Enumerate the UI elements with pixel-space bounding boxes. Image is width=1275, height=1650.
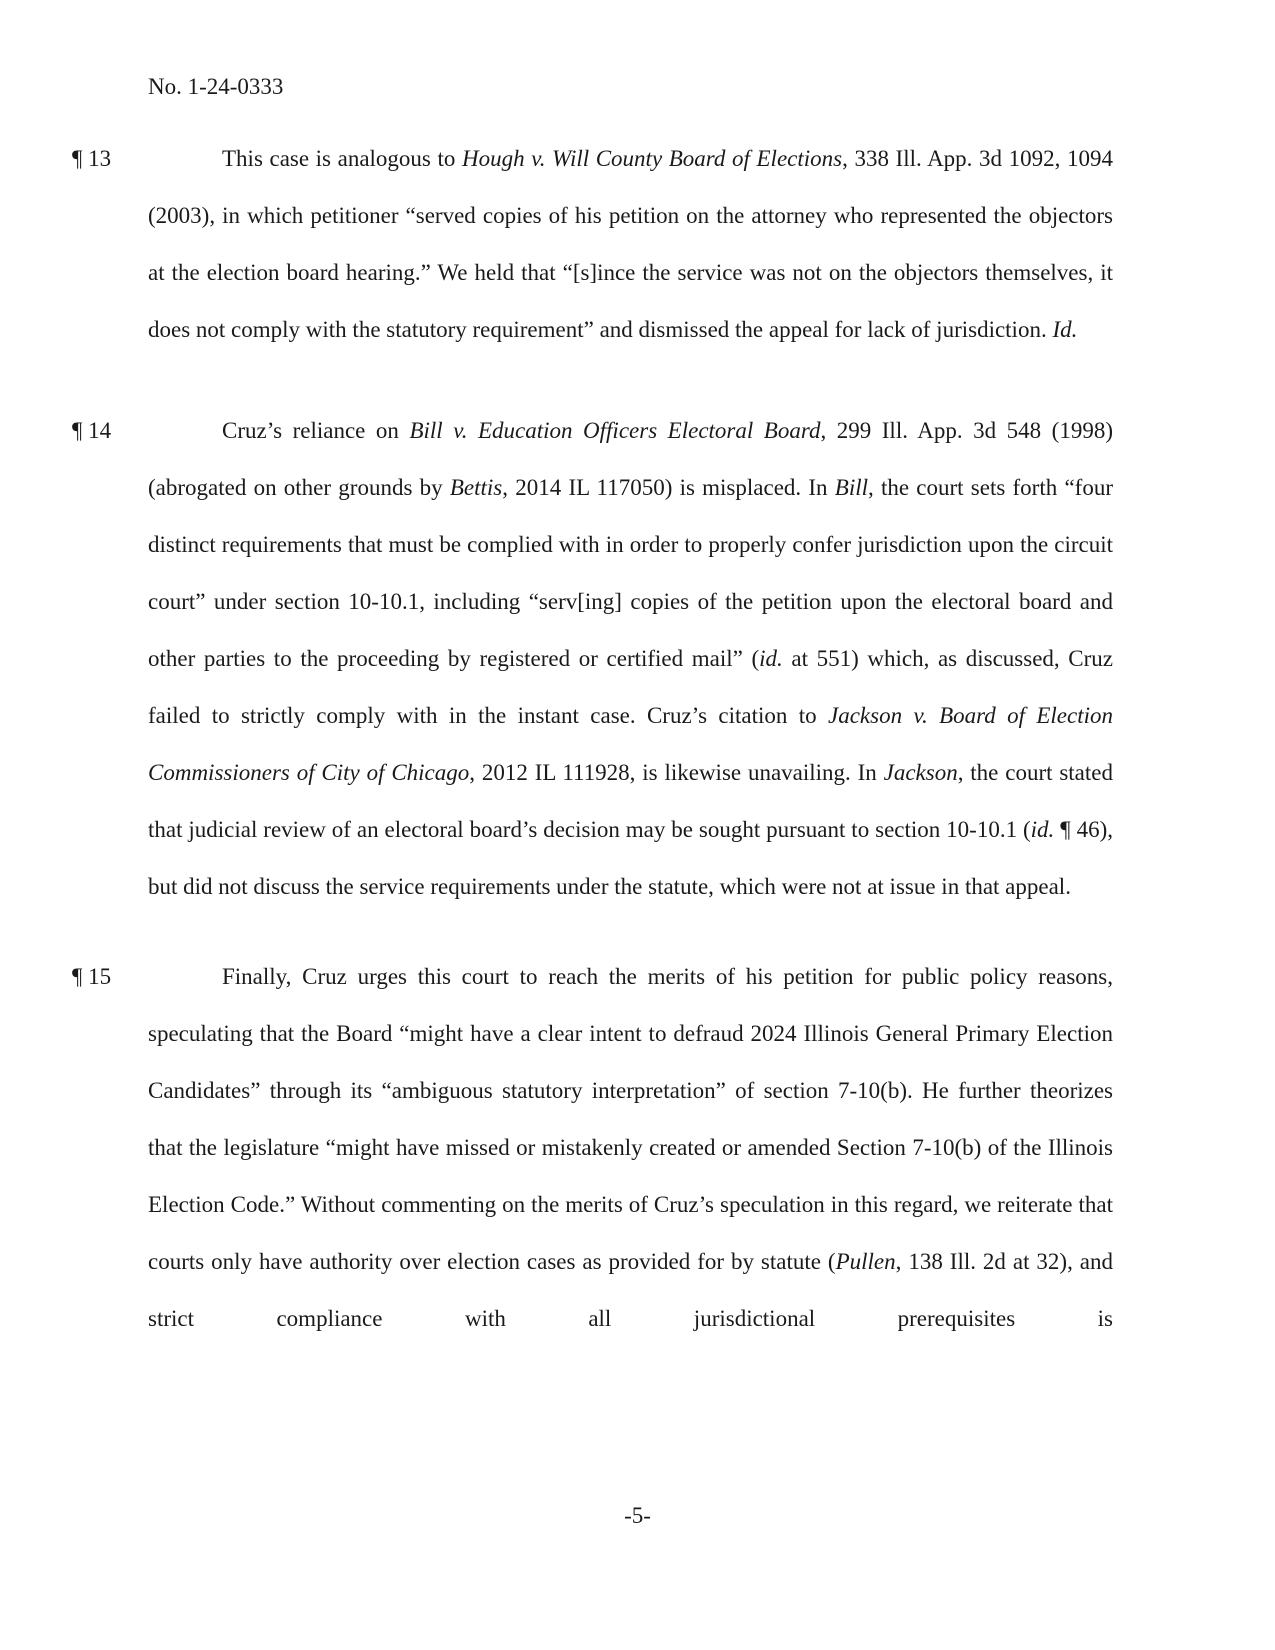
text-run: , 299 Ill. App. 3d 548 (1998) (abrogated on other grounds by [148,418,1114,500]
docket-number: No. 1-24-0333 [148,74,284,99]
paragraph-number: ¶ 14 [72,418,112,443]
italic-citation: Pullen [835,1249,896,1274]
paragraph-text [148,964,1113,1331]
text-run: at 551) which, as discussed, Cruz failed to strictly comply with in the instant case. Cruz’s citation to [148,646,1113,728]
italic-citation: Id. [1052,317,1078,342]
text-run: , 2014 IL 117050) is misplaced. In [502,475,835,500]
page-number: -5- [624,1503,651,1528]
paragraph-number: ¶ 13 [72,146,112,171]
italic-citation: Jackson [883,760,958,785]
paragraph-number: ¶ 15 [72,964,112,989]
text-run: This case is analogous to [222,146,462,171]
text-run: , 2012 IL 111928, is likewise unavailing. In [469,760,884,785]
text-run: , 338 Ill. App. 3d 1092, 1094 (2003), in which petitioner “served copies of his petition on the attorney who represented the objectors at the election board hearing.” We held that “[s]ince the service was not on the objectors themselves, it does not comply with the statutory requirement” and dismissed the appeal for lack of jurisdiction. [148,146,1113,342]
paragraph-14 [148,402,1113,915]
paragraph-13 [148,130,1113,358]
text-run: , 138 Ill. 2d at 32), and strict compliance with all jurisdictional prerequisites is [148,1249,1113,1331]
italic-citation: Jackson v. Board of Election Commissioners of City of Chicago [148,703,1113,785]
paragraph-text [148,418,1113,899]
italic-citation: id. [759,646,783,671]
paragraph-text [148,146,1113,342]
paragraph-15 [148,948,1113,1347]
italic-citation: Bettis [449,475,503,500]
text-run: ¶ 46), but did not discuss the service requirements under the statute, which were not at issue in that appeal. [148,817,1113,899]
italic-citation: Hough v. Will County Board of Elections [461,146,843,171]
text-run: , the court sets forth “four distinct requirements that must be complied with in order to properly confer jurisdiction upon the circuit court” under section 10-10.1, including “serv[ing] copies of the petition upon the electoral board and other parties to the proceeding by registered or certified mail” ( [148,475,1113,671]
text-run: Cruz’s reliance on [222,418,410,443]
italic-citation: id. [1030,817,1055,842]
text-run: Finally, Cruz urges this court to reach the merits of his petition for public policy reasons, speculating that the Board “might have a clear intent to defraud 2024 Illinois General Primary Election Candidates” through its “ambiguous statutory interpretation” of section 7-10(b). He further theorizes that the legislature “might have missed or mistakenly created or amended Section 7-10(b) of the Illinois Election Code.” Without commenting on the merits of Cruz’s speculation in this regard, we reiterate that courts only have authority over election cases as provided for by statute ( [148,964,1113,1274]
italic-citation: Bill v. Education Officers Electoral Board [409,418,821,443]
text-run: , the court stated that judicial review of an electoral board’s decision may be sought pursuant to section 10-10.1 ( [148,760,1113,842]
italic-citation: Bill [834,475,868,500]
